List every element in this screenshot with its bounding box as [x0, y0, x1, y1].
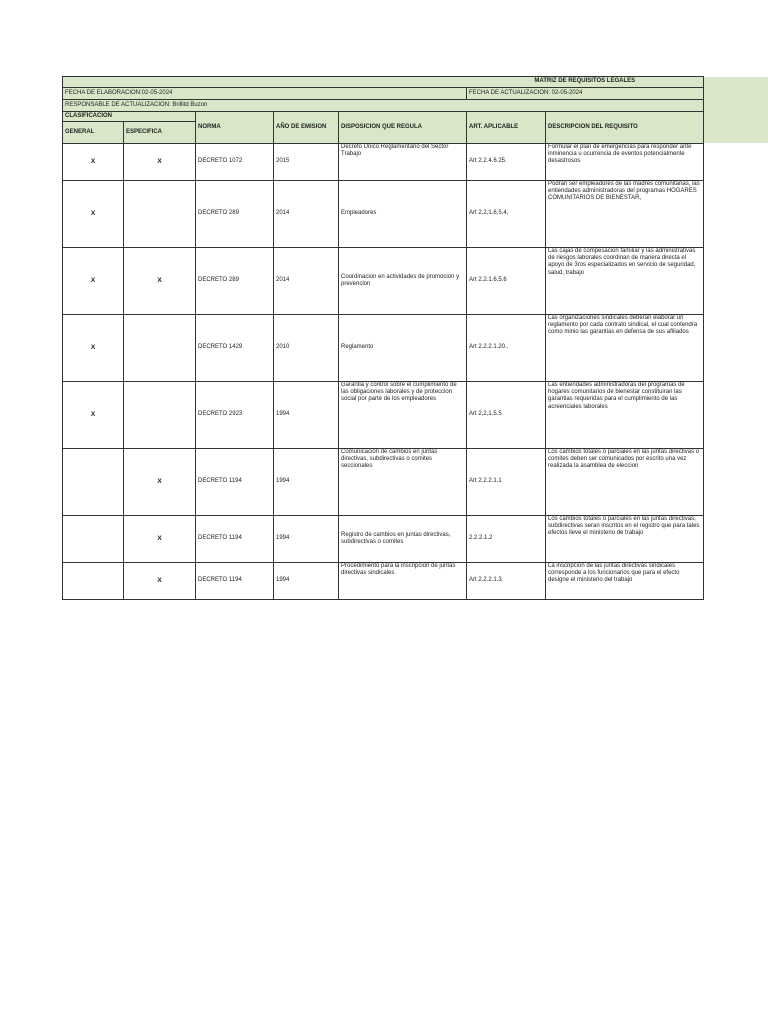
header-disposicion: DISPOSICION QUE REGULA	[339, 112, 467, 144]
table-row	[63, 144, 704, 181]
cell-especifica: X	[124, 516, 196, 563]
header-descripcion: DESCRIPCION DEL REQUISITO	[546, 112, 704, 144]
cell-disposicion: Reglamento	[339, 315, 467, 382]
cell-especifica: X	[124, 563, 196, 600]
cell-articulo: Art 2.2.2.1.3	[467, 563, 546, 600]
cell-disposicion: Empleadores	[339, 181, 467, 248]
dates-row	[63, 88, 704, 100]
cell-especifica	[124, 315, 196, 382]
cell-general: X	[63, 181, 124, 248]
fecha-elaboracion: FECHA DE ELABORACION:02-05-2024	[63, 88, 467, 100]
header-general: GENERAL	[63, 122, 124, 144]
cell-descripcion: Las cajas de compesacion familiar y las administrativas de riesgos laborales coordinan de manera directa el apoyo de 3ros especializados en servicio de seguridad, salud, trabajo	[546, 248, 704, 315]
cell-anio: 2010	[274, 315, 339, 382]
cell-especifica: X	[124, 248, 196, 315]
cell-norma: DECRETO 1194	[196, 563, 274, 600]
title-row	[63, 77, 704, 88]
cell-articulo: Art 2,2,1,6,5,4,	[467, 181, 546, 248]
table-row	[63, 248, 704, 315]
document-title: MATRIZ DE REQUISITOS LEGALES	[467, 77, 704, 88]
header-anio: AÑO DE EMISION	[274, 112, 339, 144]
cell-articulo: Art 2,2,1.5.5	[467, 382, 546, 449]
header-especifica: ESPECIFICA	[124, 122, 196, 144]
cell-general	[63, 516, 124, 563]
table-row	[63, 315, 704, 382]
table-row	[63, 181, 704, 248]
cell-general: X	[63, 144, 124, 181]
cell-norma: DECRETO 289	[196, 248, 274, 315]
cell-disposicion: Garantia y control sobre el cumplimiento de las obligaciones laborales y de proteccion social por parte de los empleadores	[339, 382, 467, 449]
cell-articulo: Art 2.2.4.6.25.	[467, 144, 546, 181]
cell-general: X	[63, 248, 124, 315]
table-row	[63, 449, 704, 516]
cell-especifica: X	[124, 144, 196, 181]
header-row-1	[63, 112, 704, 122]
header-norma: NORMA	[196, 112, 274, 144]
cell-anio: 2015	[274, 144, 339, 181]
cell-especifica	[124, 181, 196, 248]
cell-general	[63, 563, 124, 600]
table-row	[63, 516, 704, 563]
cell-anio: 1994	[274, 563, 339, 600]
responsable-row	[63, 100, 704, 112]
table-row	[63, 382, 704, 449]
cell-anio: 2014	[274, 181, 339, 248]
cell-disposicion: Registro de cambios en juntas directivas, subdirectivas o comites	[339, 516, 467, 563]
cell-norma: DECRETO 1072	[196, 144, 274, 181]
cell-anio: 1994	[274, 382, 339, 449]
green-fill-block	[703, 77, 768, 143]
cell-disposicion: Comunicación de cambios en juntas directivas, subdirectivas o comites seccionales	[339, 449, 467, 516]
header-clasificacion: CLASIFICACION	[63, 112, 196, 122]
cell-articulo: Art 2.2.2.1.1	[467, 449, 546, 516]
cell-descripcion: Formular el plan de emergencias para responder ante inminencia u ocurrencia de eventos potencialmente desastrosos	[546, 144, 704, 181]
cell-disposicion: Coordinacion en actividades de promocion y prevencion	[339, 248, 467, 315]
fecha-actualizacion: FECHA DE ACTUALIZACION: 02-05-2024	[467, 88, 704, 100]
cell-disposicion: Procedimiento para la inscripcion de juntas directivas sindicales	[339, 563, 467, 600]
cell-norma: DECRETO 289	[196, 181, 274, 248]
title-left-blank	[63, 77, 467, 88]
cell-especifica	[124, 382, 196, 449]
cell-general: X	[63, 382, 124, 449]
cell-norma: DECRETO 2923	[196, 382, 274, 449]
cell-general: X	[63, 315, 124, 382]
cell-norma: DECRETO 1429	[196, 315, 274, 382]
cell-disposicion: Decreto Unico Reglamentario del Sector Trabajo	[339, 144, 467, 181]
legal-requirements-matrix	[62, 76, 704, 600]
cell-articulo: Art 2.2.1.6.5.6	[467, 248, 546, 315]
cell-anio: 1994	[274, 449, 339, 516]
cell-anio: 2014	[274, 248, 339, 315]
cell-general	[63, 449, 124, 516]
cell-descripcion: Los cambios totales o parciales en las juntas directivas, subdirectivas seran inscritos en el registro que para tales efectos lleve el ministerio de trabajo	[546, 516, 704, 563]
cell-articulo: 2.2.2.1.2	[467, 516, 546, 563]
cell-descripcion: Podran ser empleadores de las madres comunitarias, las entiendades administradoras del programas HOGARES COMUNITARIOS DE BIENESTAR,	[546, 181, 704, 248]
cell-descripcion: La inscripcion de las juntas directivas sindicales corresponde a los funcionarios que para el efecto designe el ministerio del trabajo	[546, 563, 704, 600]
cell-descripcion: Los cambios totales o parciales en las juntas directivas o comites deben ser comunicados por escrito una vez realizada la asamblea de eleccion	[546, 449, 704, 516]
responsable: RESPONSABLE DE ACTUALIZACION: Brillitd Buzon	[63, 100, 704, 112]
cell-descripcion: Las organizaciones sindicales deberan elaborar un reglamento por cada contrato sindical, el cual contendra como minio las garantias en defensa de sus afiliados	[546, 315, 704, 382]
cell-norma: DECRETO 1194	[196, 449, 274, 516]
table-row	[63, 563, 704, 600]
header-articulo: ART. APLICABLE	[467, 112, 546, 144]
cell-descripcion: Las entiendades administradoras del programas de hogares comunitarios de bienestar constituiran las garantias requeridas para el cumplimiento de las acreenciales laborales	[546, 382, 704, 449]
cell-especifica: X	[124, 449, 196, 516]
cell-anio: 1994	[274, 516, 339, 563]
cell-articulo: Art 2.2.2.1.20..	[467, 315, 546, 382]
cell-norma: DECRETO 1194	[196, 516, 274, 563]
